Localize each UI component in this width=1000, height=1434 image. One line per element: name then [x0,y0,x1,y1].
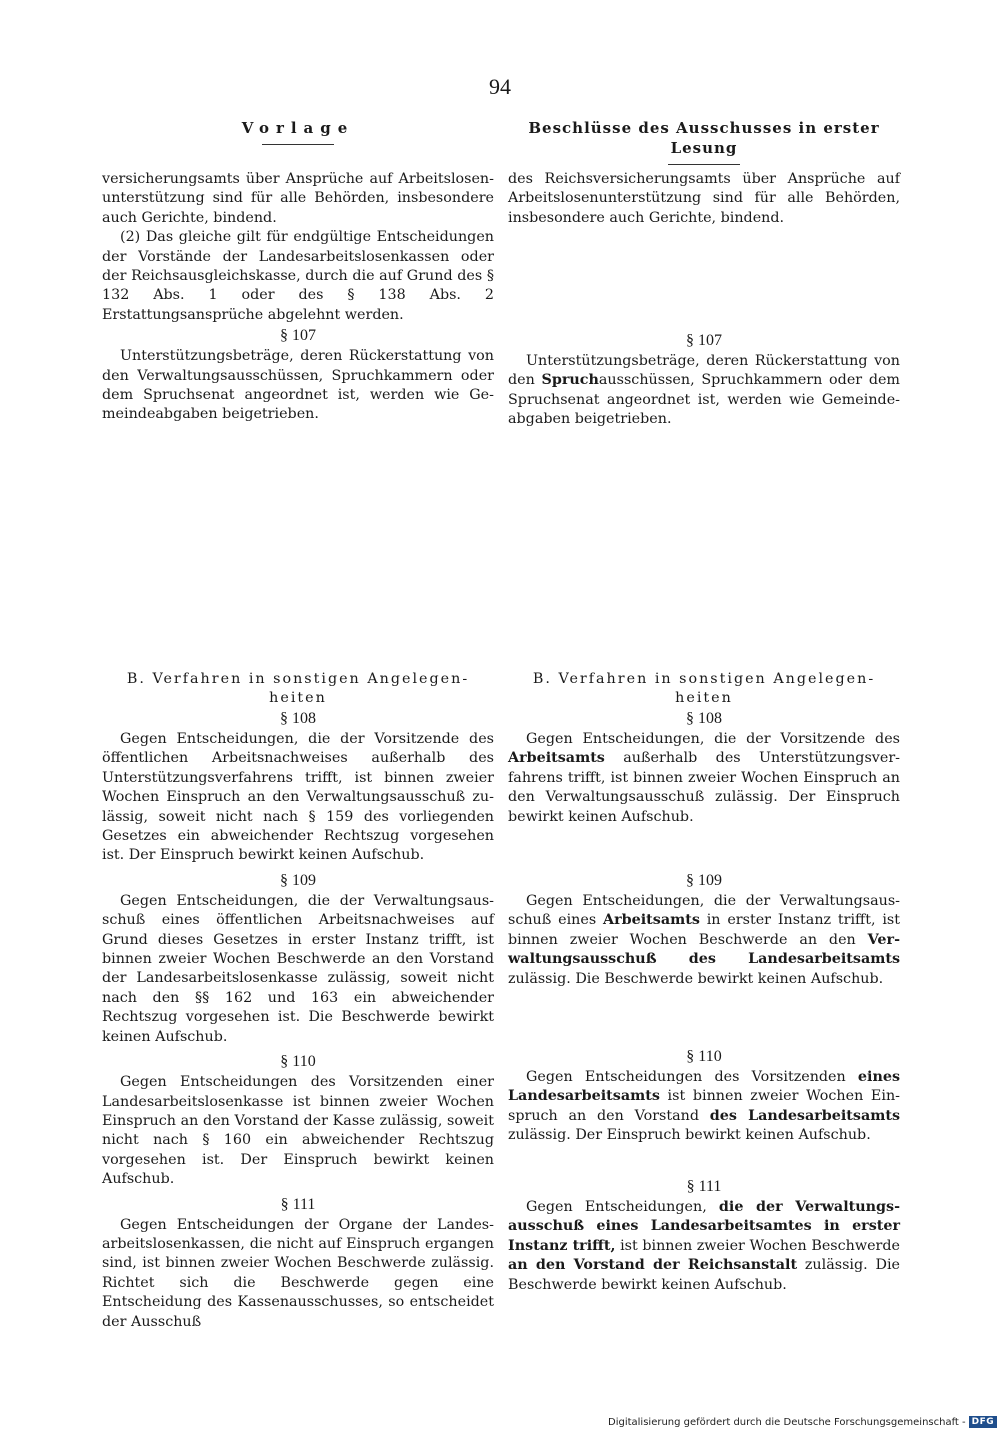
text-run: zulässig. Der Einspruch bewirkt keinen Aufschub. [508,1127,871,1144]
right-section-111-title: § 111 [686,1178,722,1195]
left-column-title: Vorlage [241,119,355,137]
text-run: Gegen Entscheidungen, [526,1199,719,1215]
left-section-111-text: Gegen Entscheidungen der Organe der Landesarbeitslosenkassen, die nicht auf Einspruch ergangen sind, ist binnen zweier Wochen Beschwerde zulässig. Richtet sich die Beschwerde gegen eine Entscheidung des Kassenausschusses, so entscheidet der Ausschuß [102,1216,494,1330]
changed-text: Arbeitsamts [603,912,700,929]
title-rule [262,144,334,145]
right-section-110 [508,1046,900,1146]
right-section-107-text [508,352,900,430]
right-column [508,118,900,1318]
changed-text: Spruch [541,372,599,389]
left-subheading-line1: B. Verfahren in sonstigen Angelegen- [126,671,470,687]
right-section-111 [508,1176,900,1295]
footer-attribution [608,1416,997,1428]
right-continuation-paragraph: des Reichsversicherungsamts über Ansprüche auf Arbeitslosenunterstützung sind für alle Behörden, insbesondere auch Gerichte, bindend. [508,171,900,226]
left-section-108-title: § 108 [280,710,316,727]
right-bottom-section [508,670,900,827]
left-paragraph-2: (2) Das gleiche gilt für endgültige Entscheidungen der Vorstände der Landesarbeitslosenkassen oder der Reichsausgleichskasse, durch die auf Grund des § 132 Abs. 1 oder des § 138 Abs. 2 Erstattungsansprüche abgelehnt werden. [102,229,494,323]
right-section-109-title: § 109 [686,872,722,889]
left-section-109-text: Gegen Entscheidungen, die der Verwaltungsausschuß eines öffentlichen Arbeitsnachweises auf Grund dieses Gesetzes in erster Instanz trifft, ist binnen zweier Wochen Beschwerde an den Vorstand der Landesarbeitslosenkasse zulässig, soweit nicht nach den §§ 162 und 163 ein abweichender Rechtszug vorgesehen ist. Die Beschwerde bewirkt keinen Aufschub. [102,892,494,1045]
right-section-110-title: § 110 [686,1048,722,1065]
right-section-111-text [508,1198,900,1295]
left-subheading-line2: heiten [269,690,327,706]
text-run: in erster Instanz trifft, ist binnen zweier Wochen Beschwerde an den [508,912,900,948]
right-top-section [508,170,900,228]
text-run: ist binnen zweier Wochen Beschwerde [615,1237,900,1254]
right-subheading-line1: B. Verfahren in sonstigen Angelegen- [532,671,876,687]
left-subheading [102,670,494,708]
right-section-107-title: § 107 [686,332,722,349]
changed-text: Arbeitsamts [508,750,605,767]
right-column-title: Beschlüsse des Ausschusses in erster Lesung [528,119,880,157]
right-section-110-text [508,1068,900,1146]
text-run: Gegen Entscheidungen, die der Verwaltungsausschuß eines [508,893,900,929]
footer-text: Digitalisierung gefördert durch die Deutsche Forschungsgemeinschaft - [608,1416,966,1428]
left-section-110-text: Gegen Entscheidungen des Vorsitzenden einer Landesarbeitslosenkasse ist binnen zweier Wochen Einspruch an den Vorstand der Kasse zulässig, soweit nicht nach § 160 ein abweichender Rechtszug vorgesehen ist. Der Einspruch bewirkt keinen Aufschub. [102,1074,494,1188]
right-section-108-title: § 108 [686,710,722,727]
text-run: zulässig. Die Beschwerde bewirkt keinen Aufschub. [508,1257,900,1293]
title-rule [668,164,740,165]
right-section-109 [508,870,900,989]
right-section-109-text [508,892,900,989]
text-run: Gegen Entscheidungen, die der Vorsitzende des [526,731,900,747]
right-section-107 [508,330,900,430]
left-bottom-section [102,670,494,1332]
dfg-logo: DFG [969,1416,998,1428]
left-section-107-title: § 107 [280,327,316,345]
left-continuation-paragraph: versicherungsamts über Ansprüche auf Arbeitslosenunterstützung sind für alle Behörden, insbesondere auch Gerichte, bindend. [102,171,494,226]
left-column [102,118,494,1330]
left-section-109-title: § 109 [280,871,316,889]
right-section-108-text [508,730,900,827]
right-subheading-line2: heiten [675,690,733,706]
text-run: ausschüssen, Spruchkammern oder dem Spruchsenat angeordnet ist, werden wie Gemeindeabgaben beigetrieben. [508,372,900,428]
changed-text: des Landesarbeitsamts [709,1107,900,1124]
right-subheading [508,670,900,708]
text-run: ist binnen zweier Wochen Einspruch an den Vorstand [508,1088,900,1124]
page-number: 94 [489,74,511,99]
left-top-section [102,170,494,425]
text-run: zulässig. Die Beschwerde bewirkt keinen Aufschub. [508,970,884,987]
left-section-108-text: Gegen Entscheidungen, die der Vorsitzende des öffentlichen Arbeitsnachweises außerhalb des Unterstützungsverfahrens trifft, ist binnen zweier Wochen Einspruch an den Verwaltungsausschuß zulässig, soweit nicht nach § 159 des vorliegenden Gesetzes ein abweichender Rechtszug vorgesehen ist. Der Einspruch bewirkt keinen Aufschub. [102,731,494,864]
left-section-107-text: Unterstützungsbeträge, deren Rückerstattung von den Verwaltungsausschüssen, Spruchkammern oder dem Spruchsenat angeordnet ist, werden wie Gemeindeabgaben beigetrieben. [102,348,494,423]
left-section-111-title: § 111 [280,1195,316,1213]
changed-text: an den Vorstand der Reichsanstalt [508,1257,798,1274]
changed-text: Verwaltungsausschuß des Landesarbeitsamts [508,931,900,968]
changed-text: eines Landesarbeitsamts [508,1069,900,1105]
text-run: außerhalb des Unterstützungsverfahrens trifft, ist binnen zweier Wochen Einspruch an den Verwaltungsausschuß zulässig. Der Einspruch bewirkt keinen Aufschub. [508,750,900,825]
left-section-110-title: § 110 [280,1053,316,1071]
text-run: Unterstützungsbeträge, deren Rückerstattung von den [508,353,900,389]
changed-text: die der Verwaltungsausschuß eines Landesarbeitsamtes in erster Instanz trifft, [508,1199,900,1254]
text-run: Gegen Entscheidungen des Vorsitzenden [526,1069,858,1085]
